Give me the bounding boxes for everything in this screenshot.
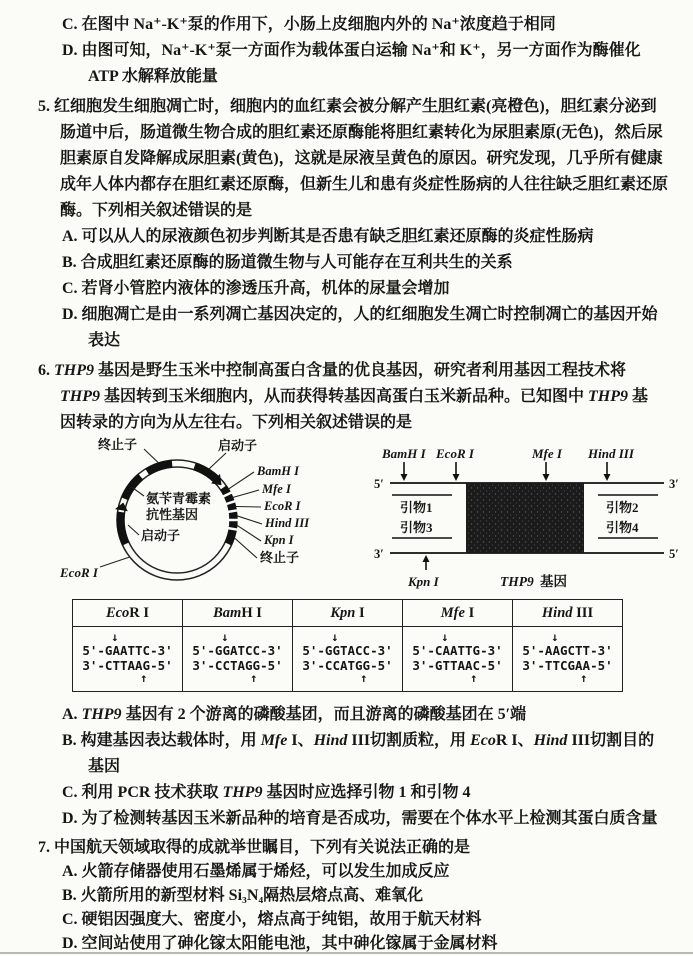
q5-option-c: C. 若肾小管腔内液体的渗透压升高，机体的尿量会增加 — [62, 280, 450, 297]
gene-kpn1-label: Kpn I — [408, 574, 439, 589]
q6-option-a: A. THP9 基因有 2 个游离的磷酸基团，而且游离的磷酸基团在 5′端 — [62, 706, 527, 723]
gene-5prime-topleft: 5′ — [374, 477, 384, 491]
q6-option-b: B. 构建基因表达载体时，用 Mfe I、Hind III切割质粒，用 EcoR I、Hind III切割目的 — [62, 732, 655, 749]
enzyme-cell-kpn1 — [293, 627, 403, 692]
q7-option-d: D. 空间站使用了砷化镓太阳能电池，其中砷化镓属于金属材料 — [62, 935, 498, 952]
gene-mfe1-label: Mfe I — [532, 446, 562, 461]
gene-thp9-box — [466, 483, 584, 553]
q6-option-d: D. 为了检测转基因玉米新品种的培育是否成功，需要在个体水平上检测其蛋白质含量 — [62, 810, 658, 827]
sequence-bottom: 3'-GTTAAC-5' — [412, 657, 503, 673]
q6-option-b-cont: 基因 — [88, 758, 121, 775]
cut-arrow-top: ↓ — [412, 629, 449, 644]
gene-3prime-bottomleft: 3′ — [374, 547, 384, 561]
q6-stem-line: 6. THP9 基因是野生玉米中控制高蛋白含量的优良基因，研究者利用基因工程技术将 — [38, 362, 627, 379]
plasmid-amp-gene-label: 抗性基因 — [146, 507, 199, 522]
enzyme-header-ecor1: EcoR I — [73, 600, 183, 627]
plasmid-ecor1-right-label: EcoR I — [264, 499, 301, 513]
gene-primer4-label: 引物4 — [606, 520, 639, 535]
gene-cut-arrows-top — [401, 462, 611, 481]
enzyme-header-mfe1: Mfe I — [403, 600, 513, 627]
q6-option-c: C. 利用 PCR 技术获取 THP9 基因时应选择引物 1 和引物 4 — [62, 784, 471, 801]
gene-primer3-label: 引物3 — [400, 520, 433, 535]
sequence-top: 5'-AAGCTT-3' — [522, 642, 613, 658]
enzyme-cell-mfe1 — [403, 627, 513, 692]
plasmid-amp-gene-label: 氨苄青霉素 — [146, 491, 212, 506]
enzyme-cell-bamh1 — [183, 627, 293, 692]
q5-option-d-cont: 表达 — [88, 332, 121, 349]
gene-5prime-bottomright: 5′ — [669, 547, 679, 561]
sequence-top: 5'-CAATTG-3' — [412, 642, 503, 658]
q5-stem-line: 5. 红细胞发生细胞凋亡时，细胞内的血红素会被分解产生胆红素(亮橙色)，胆红素分泌到 — [38, 98, 657, 115]
q5-option-d: D. 细胞凋亡是由一系列凋亡基因决定的，人的红细胞发生凋亡时控制凋亡的基因开始 — [62, 306, 658, 323]
enzyme-cell-ecor1 — [73, 627, 183, 692]
sequence-bottom: 3'-CCATGG-5' — [302, 657, 393, 673]
enzyme-header-hind3: Hind III — [513, 600, 623, 627]
q6-stem-line: THP9 基因转到玉米细胞内，从而获得转基因高蛋白玉米新品种。已知图中 THP9 基 — [60, 388, 649, 405]
q6-figures — [0, 436, 693, 594]
plasmid-diagram — [52, 436, 362, 594]
q4-option-d: D. 由图可知，Na⁺-K⁺泵一方面作为载体蛋白运输 Na⁺和 K⁺，另一方面作为酶催化 — [62, 42, 641, 59]
gene-kpn-arrow — [423, 555, 430, 570]
cut-arrow-bottom: ↑ — [82, 670, 148, 685]
cut-arrow-bottom: ↑ — [522, 670, 588, 685]
plasmid-terminator-right-label: 终止子 — [260, 550, 300, 565]
sequence-bottom: 3'-CTTAAG-5' — [82, 657, 173, 673]
cut-arrow-bottom: ↑ — [302, 670, 368, 685]
q5-stem-line: 胆素原自发降解成尿胆素(黄色)，这就是尿液呈黄色的原因。研究发现，几乎所有健康 — [60, 150, 663, 167]
cut-arrow-top: ↓ — [82, 629, 119, 644]
sequence-top: 5'-GAATTC-3' — [82, 642, 173, 658]
q7-option-b: B. 火箭所用的新型材料 Si₃N₄隔热层熔点高、难氧化 — [62, 887, 424, 904]
gene-ecor1-label: EcoR I — [436, 446, 474, 461]
cut-arrow-top: ↓ — [302, 629, 339, 644]
q6-stem-line: 因转录的方向为从左往右。下列相关叙述错误的是 — [60, 414, 413, 431]
plasmid-terminator-top-label: 终止子 — [98, 437, 138, 452]
sequence-top: 5'-GGTACC-3' — [302, 642, 393, 658]
enzyme-table — [72, 599, 623, 692]
plasmid-hind3-label: Hind III — [265, 516, 310, 530]
q5-stem-line: 成年人体内都存在胆红素还原酶，但新生儿和患有炎症性肠病的人往往缺乏胆红素还原 — [60, 176, 669, 193]
q7-option-c: C. 硬铝因强度大、密度小，熔点高于纯铝，故用于航天材料 — [62, 911, 482, 928]
enzyme-table-header-row — [73, 600, 623, 627]
plasmid-promoter-top-label: 启动子 — [218, 438, 258, 453]
plasmid-bamh1-label: BamH I — [257, 464, 300, 478]
enzyme-cell-hind3 — [513, 627, 623, 692]
plasmid-kpn1-label: Kpn I — [264, 533, 294, 547]
cut-arrow-top: ↓ — [522, 629, 559, 644]
cut-arrow-bottom: ↑ — [192, 670, 258, 685]
gene-3prime-topright: 3′ — [669, 477, 679, 491]
thp9-gene-diagram — [374, 438, 690, 590]
gene-hind3-label: Hind III — [588, 446, 634, 461]
gene-primer2-label: 引物2 — [606, 500, 639, 515]
cut-arrow-bottom: ↑ — [412, 670, 478, 685]
scan-edge-line — [0, 952, 693, 954]
sequence-bottom: 3'-TTCGAA-5' — [522, 657, 613, 673]
enzyme-header-bamh1: BamH I — [183, 600, 293, 627]
cut-arrow-top: ↓ — [192, 629, 229, 644]
q4-option-d-cont: ATP 水解释放能量 — [88, 68, 218, 85]
plasmid-promoter-left-label: 启动子 — [141, 528, 181, 543]
q5-stem-line: 酶。下列相关叙述错误的是 — [60, 202, 253, 219]
q7-option-a: A. 火箭存储器使用石墨烯属于烯烃，可以发生加成反应 — [62, 863, 450, 880]
sequence-bottom: 3'-CCTAGG-5' — [192, 657, 283, 673]
q5-stem-line: 肠道中后，肠道微生物合成的胆红素还原酶能将胆红素转化为尿胆素原(无色)，然后尿 — [60, 124, 663, 141]
enzyme-header-kpn1: Kpn I — [293, 600, 403, 627]
sequence-top: 5'-GGATCC-3' — [192, 642, 283, 658]
q5-option-b: B. 合成胆红素还原酶的肠道微生物与人可能存在互利共生的关系 — [62, 254, 513, 271]
gene-thp9-name: THP9 — [500, 574, 534, 589]
enzyme-table-body-row — [73, 627, 623, 692]
gene-primer1-label: 引物1 — [400, 500, 433, 515]
plasmid-mfe1-label: Mfe I — [262, 482, 291, 496]
plasmid-ecor1-left-label: EcoR I — [60, 565, 98, 580]
q7-stem-line: 7. 中国航天领域取得的成就举世瞩目，下列有关说法正确的是 — [38, 839, 471, 856]
gene-thp9-suffix: 基因 — [540, 574, 567, 589]
gene-bamh1-label: BamH I — [382, 446, 426, 461]
q4-option-c: C. 在图中 Na⁺-K⁺泵的作用下，小肠上皮细胞内外的 Na⁺浓度趋于相同 — [62, 16, 556, 33]
q5-option-a: A. 可以从人的尿液颜色初步判断其是否患有缺乏胆红素还原酶的炎症性肠病 — [62, 228, 594, 245]
